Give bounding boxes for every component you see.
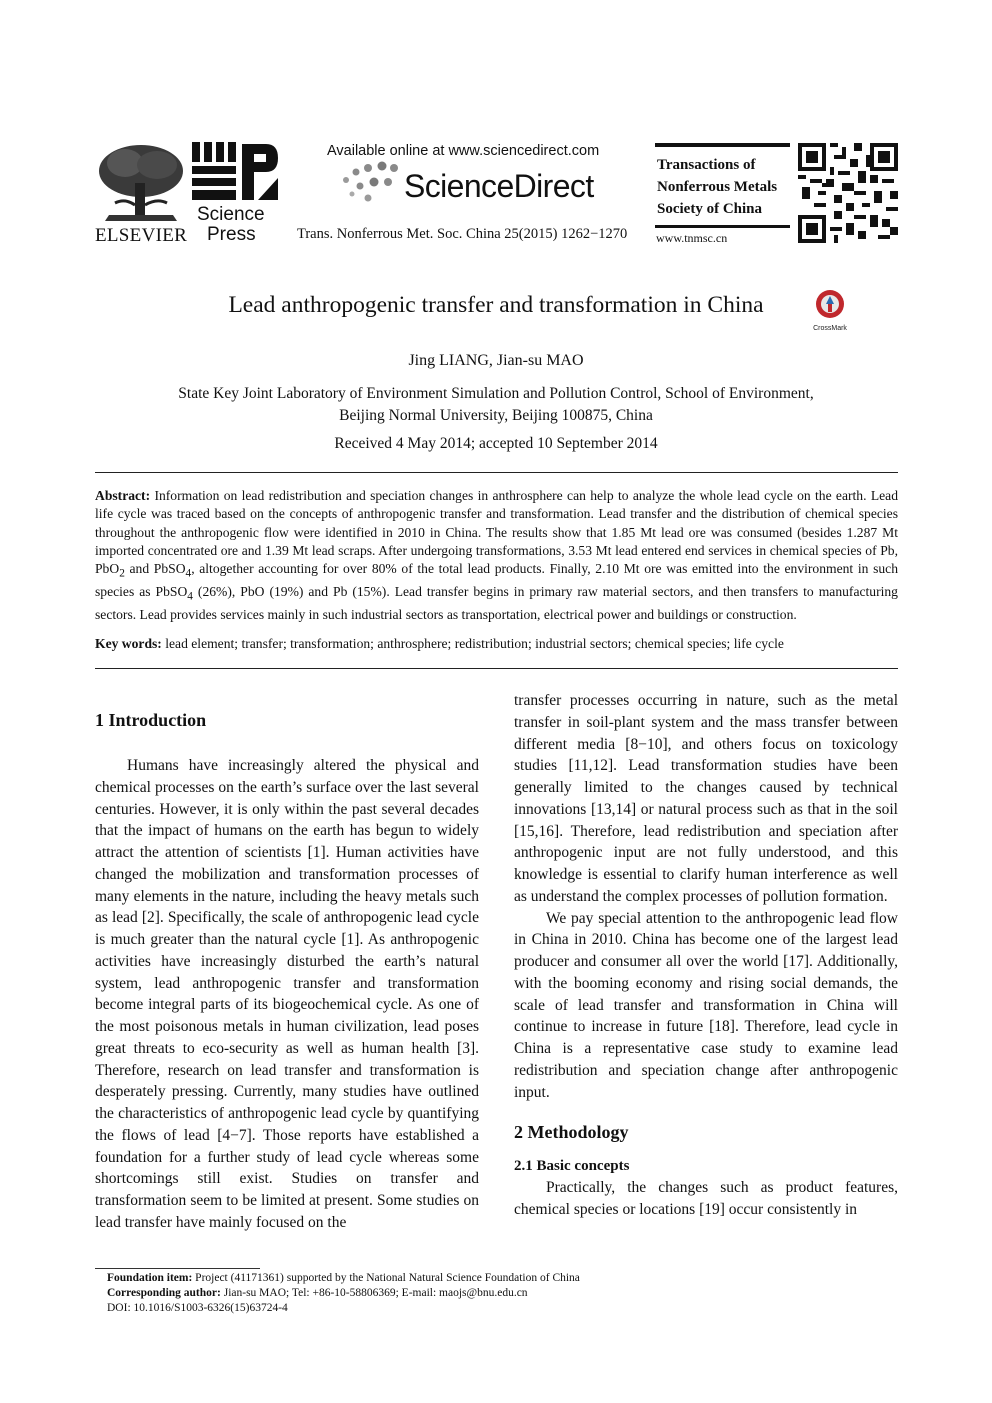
qr-code-icon [797, 143, 899, 243]
foundation-label: Foundation item: [107, 1272, 193, 1284]
journal-masthead [655, 143, 790, 245]
affiliation-line1: State Key Joint Laboratory of Environment Simulation and Pollution Control, School of Environment, [178, 385, 814, 402]
corresponding-footnote [107, 1286, 580, 1301]
journal-title-line3: Society of China [657, 201, 762, 217]
crossmark-icon[interactable] [808, 288, 852, 332]
elsevier-wordmark: ELSEVIER [95, 225, 188, 246]
journal-title [657, 154, 777, 220]
abstract-text-2: and PbSO [124, 561, 186, 577]
keywords [95, 635, 898, 653]
left-column [95, 755, 479, 1234]
article-title: Lead anthropogenic transfer and transformation in China [228, 292, 764, 318]
sciencedirect-dots-icon [340, 160, 402, 206]
abstract-top-rule [95, 472, 898, 473]
science-press-logo [192, 142, 278, 208]
author-affiliation [95, 383, 897, 427]
received-dates: Received 4 May 2014; accepted 10 September 2014 [334, 435, 658, 452]
masthead-bottom-rule [655, 225, 790, 228]
journal-url[interactable]: www.tnmsc.cn [656, 231, 728, 245]
crossmark-label: CrossMark [813, 325, 847, 332]
paragraph: transfer processes occurring in nature, such as the metal transfer in soil-plant system and the mass transfer between different media [8−10], and others focus on toxicology studies [11,12]. Lead transformation studies have been generally limited to the changes caused by technical innovations [13,14] or natural process such as that in the soil [15,16]. Therefore, lead redistribution and speciation after anthropogenic input are not fully understood, and this knowledge is essential to clarify human interference as well as understand the complex processes of pollution formation. [514, 692, 898, 905]
footnote-rule [95, 1268, 260, 1269]
subsection-heading: 2.1 Basic concepts [514, 1158, 630, 1174]
journal-title-line1: Transactions of [657, 157, 756, 173]
science-press-line2: Press [207, 224, 256, 245]
paragraph: Humans have increasingly altered the physical and chemical processes on the earth’s surface over the last several centuries. However, it is only within the past several decades that the impact of humans on the earth has begun to widely attract the attention of scientists [1]. Human activities have changed the mobilization and transformation processes of many elements in the nature, including the heavy metals such as lead [2]. Specifically, the scale of anthropogenic lead cycle is much greater than the natural cycle [1]. As anthropogenic activities have increasingly disturbed the earth’s natural system, lead anthropogenic transfer and transformation become integral parts of its biogeochemical cycle. As one of the most poisonous metals in human civilization, lead poses great threats to eco-security as well as human health [3]. Therefore, research on lead transfer and transformation is desperately pressing. Currently, many studies have outlined the characteristics of anthropogenic lead cycle by quantifying the flows of lead [4−7]. Those reports have established a foundation for a further study of lead cycle whereas some shortcomings still exist. Studies on transfer and transformation seem to be limited at present. Some studies on lead transfer have mainly focused on the [95, 757, 479, 1231]
abstract-sub: 4 [185, 567, 192, 580]
abstract-text-4: (26%), PbO (19%) and Pb (15%). Lead transfer begins in primary raw material sectors, and then transfers to manufacturing sectors. Lead provides services mainly in such industrial sectors as transportation, electrical power and buildings or construction. [95, 584, 898, 623]
section-heading: 2 Methodology [514, 1122, 629, 1143]
abstract-label: Abstract: [95, 488, 151, 503]
article-authors: Jing LIANG, Jian-su MAO [408, 352, 584, 369]
science-press-line1: Science [197, 204, 265, 225]
keywords-label: Key words: [95, 636, 162, 651]
science-press-wordmark [197, 205, 265, 245]
abstract-sub: 4 [187, 590, 193, 603]
paragraph: We pay special attention to the anthropogenic lead flow in China in 2010. China has become one of the largest lead producer and consumer all over the world [17]. Additionally, with the booming economy and rising social demands, the scale of lead transfer and transformation in China will continue to increase in future [18]. Therefore, lead cycle in China is a representative case study to examine lead redistribution and speciation change after anthropogenic input. [514, 909, 898, 1101]
abstract-text-1: Information on lead redistribution and speciation changes in anthrosphere can help to analyze the whole lead cycle on the earth. Lead life cycle was traced based on the concepts of anthropogenic transfer and transformation. Lead transfer and the distribution of chemical species throughout the anthropogenic flow were identified in 2010 in China. The results show that 1.85 Mt lead ore was consumed (besides 1.287 Mt imported concentrated ore and 1.39 Mt lead scraps. After undergoing transformations, 3.53 Mt lead entered end services in chemical species of Pb, PbO [95, 488, 898, 577]
footnotes [107, 1271, 580, 1315]
abstract-text-3: , altogether accounting for over 80% of the total lead products. Finally, 2.10 Mt ore was emitted into the environment in such species as PbSO [95, 561, 898, 600]
journal-citation: Trans. Nonferrous Met. Soc. China 25(2015) 1262−1270 [297, 226, 628, 242]
abstract-sub: 2 [119, 567, 125, 580]
journal-title-line2: Nonferrous Metals [657, 179, 778, 195]
abstract [95, 487, 898, 625]
keywords-text: lead element; transfer; transformation; anthrosphere; redistribution; industrial sectors; chemical species; life cycle [161, 636, 784, 651]
paragraph: Practically, the changes such as product features, chemical species or locations [19] occur consistently in [514, 1179, 898, 1218]
sciencedirect-wordmark: ScienceDirect [404, 168, 594, 204]
doi[interactable]: DOI: 10.1016/S1003-6326(15)63724-4 [107, 1301, 288, 1314]
abstract-bottom-rule [95, 668, 898, 669]
masthead-top-rule [655, 143, 790, 147]
foundation-text: Project (41171361) supported by the National Natural Science Foundation of China [192, 1272, 580, 1284]
right-column [514, 690, 898, 1221]
foundation-footnote [107, 1271, 580, 1286]
corresponding-text: Jian-su MAO; Tel: +86-10-58806369; E-mail: maojs@bnu.edu.cn [220, 1286, 528, 1299]
corresponding-label: Corresponding author: [107, 1286, 221, 1299]
section-heading: 1 Introduction [95, 710, 207, 730]
available-online-text: Available online at www.sciencedirect.com [327, 143, 600, 159]
affiliation-line2: Beijing Normal University, Beijing 100875, China [339, 407, 653, 424]
